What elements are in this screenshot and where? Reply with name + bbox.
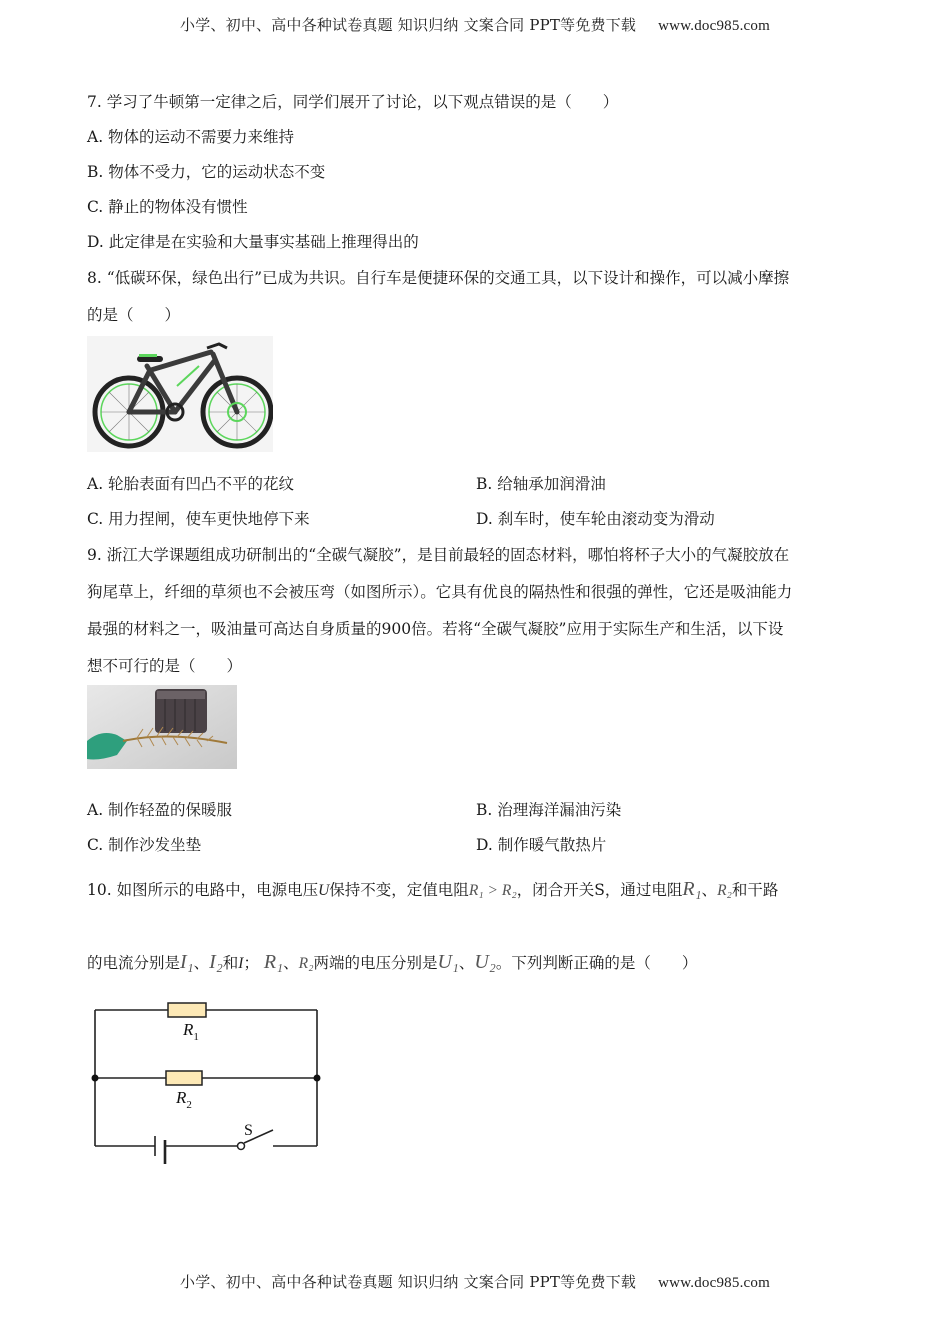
q9-stem-line1: 9. 浙江大学课题组成功研制出的“全碳气凝胶”，是目前最轻的固态材料，哪怕将杯子大小的气凝胶放在 (87, 546, 790, 564)
q8-stem-line2: 的是（ ） (87, 306, 181, 324)
q10-var-I2: I₂ (209, 951, 223, 973)
q10-stem-line2 (87, 947, 697, 979)
page-footer (0, 1271, 950, 1292)
q10-text-3: ，闭合开关S，通过电阻 (516, 881, 683, 899)
q10-text-5: 的电流分别是 (87, 954, 181, 972)
q10-var-U1: U₁ (437, 951, 459, 973)
q9-option-a: A. 制作轻盈的保暖服 (87, 801, 233, 819)
q9-stem-line2: 狗尾草上，纤细的草须也不会被压弯（如图所示）。它具有优良的隔热性和很强的弹性，它还是吸油能力 (87, 583, 793, 601)
circuit-diagram (85, 1000, 330, 1170)
q7-option-a: A. 物体的运动不需要力来维持 (87, 128, 295, 146)
r1-label-main: R (183, 1020, 194, 1039)
q8-option-c: C. 用力捏闸，使车更快地停下来 (87, 510, 310, 528)
q9-option-d: D. 制作暖气散热片 (476, 836, 607, 854)
q9-option-b: B. 治理海洋漏油污染 (476, 801, 622, 819)
q7-stem: 7. 学习了牛顿第一定律之后，同学们展开了讨论，以下观点错误的是（ ） (87, 93, 619, 111)
q8-option-a: A. 轮胎表面有凹凸不平的花纹 (87, 475, 295, 493)
q10-var-U: U (318, 882, 330, 899)
q9-stem-line3: 最强的材料之一，吸油量可高达自身质量的900倍。若将“全碳气凝胶”应用于实际生产和生活，以下设 (87, 620, 784, 638)
switch-label: S (244, 1122, 253, 1139)
r1-label-sub: 1 (193, 1031, 199, 1043)
q10-text-7: ； (243, 954, 259, 972)
footer-text: 小学、初中、高中各种试卷真题 知识归纳 文案合同 PPT等免费下载 (180, 1273, 637, 1291)
q8-option-d: D. 刹车时，使车轮由滚动变为滑动 (476, 510, 715, 528)
q10-text-4: 和干路 (731, 881, 779, 899)
header-text: 小学、初中、高中各种试卷真题 知识归纳 文案合同 PPT等免费下载 (180, 16, 637, 34)
r2-label-sub: 2 (186, 1099, 192, 1111)
q10-var-U2: U₂ (474, 951, 496, 973)
q10-var-R1: R₁ (682, 878, 702, 900)
q8-option-b: B. 给轴承加润滑油 (476, 475, 606, 493)
r2-label (175, 1088, 192, 1111)
aerogel-image (87, 685, 237, 769)
bicycle-image (87, 336, 273, 452)
q7-option-d: D. 此定律是在实验和大量事实基础上推理得出的 (87, 233, 419, 251)
q10-var-R2-b: R₂ (298, 955, 314, 972)
r1-label (182, 1020, 199, 1043)
q10-sep-4: 、 (458, 954, 475, 972)
q9-stem-line4: 想不可行的是（ ） (87, 657, 243, 675)
q10-text-2: 保持不变，定值电阻 (329, 881, 469, 899)
q8-stem-line1: 8. “低碳环保，绿色出行”已成为共识。自行车是便捷环保的交通工具，以下设计和操作，可以减小摩擦 (87, 269, 790, 287)
q10-text-9: 。下列判断正确的是（ ） (495, 954, 698, 972)
q10-text-1: 10. 如图所示的电路中，电源电压 (87, 881, 319, 899)
footer-site: www.doc985.com (658, 1275, 770, 1291)
page-header (0, 14, 950, 35)
q10-sep-2: 、 (193, 954, 210, 972)
switch-contact (238, 1143, 245, 1150)
junction-left (92, 1075, 99, 1082)
q10-stem-line1 (87, 876, 778, 904)
header-site: www.doc985.com (658, 18, 770, 34)
q10-var-R2: R₂ (717, 882, 732, 899)
q10-inequality: R₁ > R₂ (468, 882, 517, 899)
r2-label-main: R (176, 1088, 187, 1107)
resistor-r1 (168, 1003, 206, 1017)
q10-var-I: I (238, 955, 244, 972)
q10-var-R1-b: R₁ (263, 951, 284, 973)
q10-text-6: 和 (222, 954, 239, 972)
q10-text-8: 两端的电压分别是 (313, 954, 438, 972)
q7-option-b: B. 物体不受力，它的运动状态不变 (87, 163, 326, 181)
q9-option-c: C. 制作沙发坐垫 (87, 836, 202, 854)
junction-right (314, 1075, 321, 1082)
q10-sep-1: 、 (701, 881, 718, 899)
q10-var-I1: I₁ (180, 951, 194, 973)
q7-option-c: C. 静止的物体没有惯性 (87, 198, 248, 216)
resistor-r2 (166, 1071, 202, 1085)
q10-sep-3: 、 (283, 954, 299, 972)
